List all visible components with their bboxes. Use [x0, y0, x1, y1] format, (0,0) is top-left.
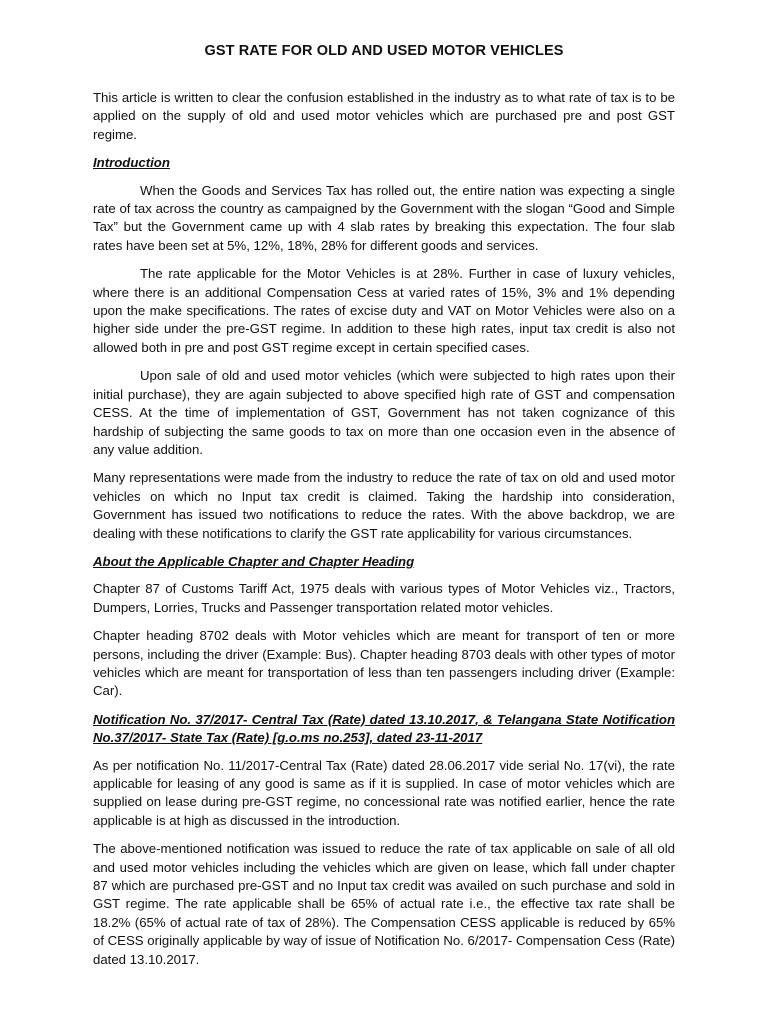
- intro-paragraph: This article is written to clear the confusion established in the industry as to what rate of tax is to be applied on the supply of old and used motor vehicles which are purchased pre and post GST regime.: [93, 90, 675, 142]
- notification-heading-central: Notification No. 37/2017- Central Tax (Rate) dated 13.10.2017: [93, 711, 476, 727]
- notification-heading-joiner: , &: [475, 711, 497, 727]
- chapter-paragraph-1: Chapter 87 of Customs Tariff Act, 1975 deals with various types of Motor Vehicles viz., Tractors, Dumpers, Lorries, Trucks and Passenger transportation related motor vehicles.: [93, 581, 675, 615]
- introduction-paragraph-2: The rate applicable for the Motor Vehicles is at 28%. Further in case of luxury vehicles, where there is an additional Compensation Cess at varied rates of 15%, 3% and 1% depending upon the make specifications. The rates of excise duty and VAT on Motor Vehicles were also on a higher side under the pre-GST regime. In addition to these high rates, input tax credit is also not allowed both in pre and post GST regime except in certain specified cases.: [93, 266, 675, 355]
- introduction-paragraph-3: Upon sale of old and used motor vehicles (which were subjected to high rates upon their initial purchase), they are again subjected to above specified high rate of GST and compensation CESS. At the time of implementation of GST, Government has not taken cognizance of this hardship of subjecting the same goods to tax on more than one occasion even in the absence of any value addition.: [93, 368, 675, 457]
- chapter-heading: About the Applicable Chapter and Chapter Heading: [93, 553, 415, 569]
- notification-paragraph-2: The above-mentioned notification was issued to reduce the rate of tax applicable on sale of all old and used motor vehicles including the vehicles which are given on lease, which fall under chapter 87 which are purchased pre-GST and no Input tax credit was availed on such purchase and sold in GST regime. The rate applicable shall be 65% of actual rate i.e., the effective tax rate shall be 18.2% (65% of actual rate of tax of 28%). The Compensation CESS applicable is reduced by 65% of CESS originally applicable by way of issue of Notification No. 6/2017- Compensation Cess (Rate) dated 13.10.2017.: [93, 841, 676, 967]
- chapter-paragraph-2: Chapter heading 8702 deals with Motor vehicles which are meant for transport of ten or more persons, including the driver (Example: Bus). Chapter heading 8703 deals with other types of motor vehicles which are meant for transportation of less than ten passengers including driver (Example: Car).: [93, 628, 675, 699]
- notification-heading: [93, 711, 675, 748]
- document-title: GST RATE FOR OLD AND USED MOTOR VEHICLES: [204, 43, 564, 59]
- introduction-paragraph-1: When the Goods and Services Tax has rolled out, the entire nation was expecting a single rate of tax across the country as campaigned by the Government with the slogan “Good and Simple Tax” but the Government came up with 4 slab rates by breaking this expectation. The four slab rates have been set at 5%, 12%, 18%, 28% for different goods and services.: [93, 182, 675, 253]
- notification-heading-state: Telangana State Notification No.37/2017- State Tax (Rate) [g.o.ms no.253], dated 23-11-2017: [93, 711, 676, 746]
- notification-paragraph-1: As per notification No. 11/2017-Central Tax (Rate) dated 28.06.2017 vide serial No. 17(vi), the rate applicable for leasing of any good is same as if it is supplied. In case of motor vehicles which are supplied on lease during pre-GST regime, no concessional rate was notified earlier, hence the rate applicable is at high as discussed in the introduction.: [93, 757, 675, 828]
- introduction-heading: Introduction: [93, 155, 170, 171]
- introduction-closing-paragraph: Many representations were made from the industry to reduce the rate of tax on old and used motor vehicles on which no Input tax credit is claimed. Taking the hardship into consideration, Government has issued two notifications to reduce the rates. With the above backdrop, we are dealing with these notifications to clarify the GST rate applicability for various circumstances.: [93, 470, 675, 541]
